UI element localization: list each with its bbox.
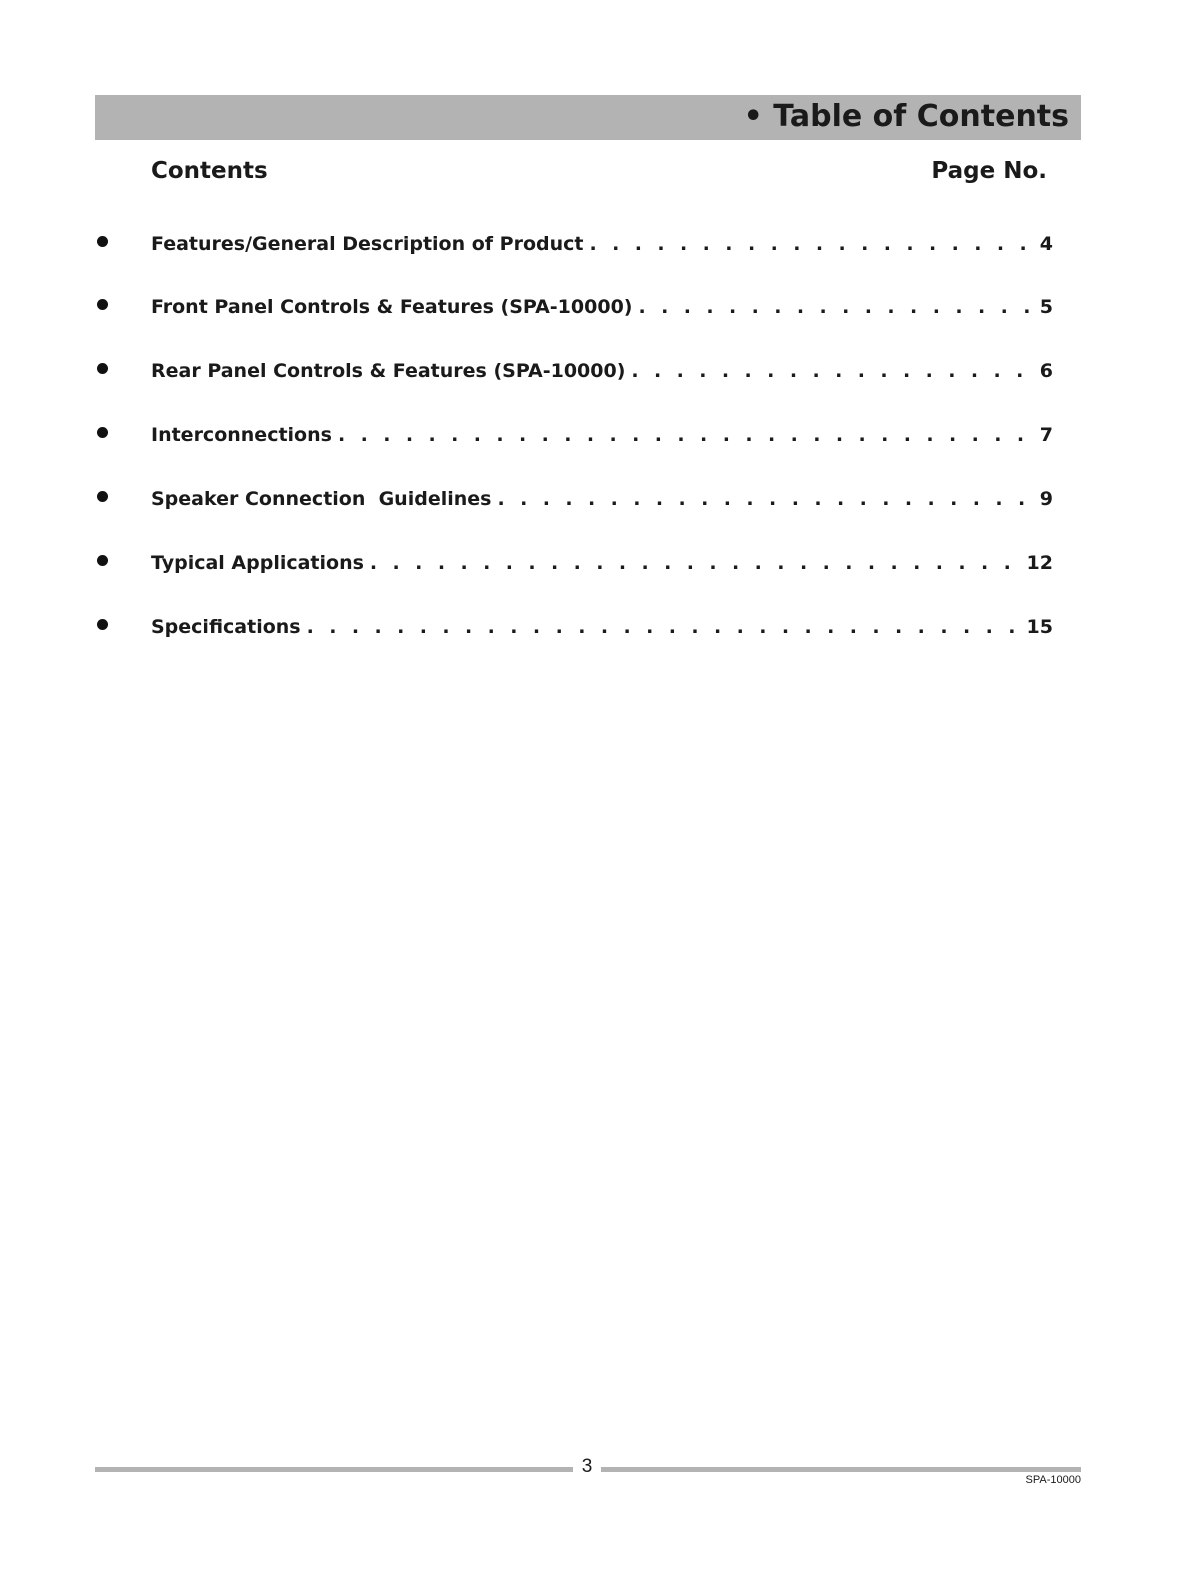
bullet-icon bbox=[97, 299, 108, 310]
dot-leader bbox=[590, 233, 1034, 255]
toc-entry[interactable] bbox=[95, 233, 1053, 263]
footer-model-name: SPA-10000 bbox=[1025, 1474, 1081, 1486]
footer-rule-right bbox=[601, 1467, 1081, 1472]
toc-entry[interactable] bbox=[95, 296, 1053, 326]
bullet-icon bbox=[97, 619, 108, 630]
toc-entry-title: Speaker Connection Guidelines bbox=[151, 488, 492, 510]
toc-entry[interactable] bbox=[95, 424, 1053, 454]
toc-entry-title: Rear Panel Controls & Features (SPA-10000) bbox=[151, 360, 626, 382]
toc-entry[interactable] bbox=[95, 616, 1053, 646]
bullet-icon bbox=[97, 363, 108, 374]
toc-entry-page: 9 bbox=[1039, 488, 1053, 510]
dot-leader bbox=[307, 616, 1021, 638]
toc-entry-page: 12 bbox=[1026, 552, 1053, 574]
bullet-icon bbox=[97, 427, 108, 438]
dot-leader bbox=[631, 360, 1033, 382]
footer-rule-left bbox=[95, 1467, 573, 1472]
dot-leader bbox=[338, 424, 1034, 446]
bullet-icon bbox=[97, 236, 108, 247]
dot-leader bbox=[497, 488, 1033, 510]
bullet-icon bbox=[97, 491, 108, 502]
page-title: • Table of Contents bbox=[743, 99, 1069, 134]
footer-page-number: 3 bbox=[581, 1456, 593, 1477]
toc-entry-title: Front Panel Controls & Features (SPA-10000) bbox=[151, 296, 633, 318]
toc-entry-page: 4 bbox=[1039, 233, 1053, 255]
toc-entry-title: Features/General Description of Product bbox=[151, 233, 584, 255]
toc-entry-title: Specifications bbox=[151, 616, 301, 638]
toc-entry-title: Interconnections bbox=[151, 424, 332, 446]
contents-column-heading: Contents bbox=[151, 158, 268, 184]
page-number-column-heading: Page No. bbox=[931, 158, 1047, 184]
toc-entry[interactable] bbox=[95, 488, 1053, 518]
toc-entry-page: 5 bbox=[1039, 296, 1053, 318]
dot-leader bbox=[370, 552, 1021, 574]
toc-entry[interactable] bbox=[95, 360, 1053, 390]
toc-entry[interactable] bbox=[95, 552, 1053, 582]
header-bar bbox=[95, 95, 1081, 140]
toc-entry-page: 15 bbox=[1026, 616, 1053, 638]
toc-entry-page: 6 bbox=[1039, 360, 1053, 382]
toc-entry-title: Typical Applications bbox=[151, 552, 364, 574]
toc-entry-page: 7 bbox=[1039, 424, 1053, 446]
bullet-icon bbox=[97, 555, 108, 566]
dot-leader bbox=[638, 296, 1033, 318]
